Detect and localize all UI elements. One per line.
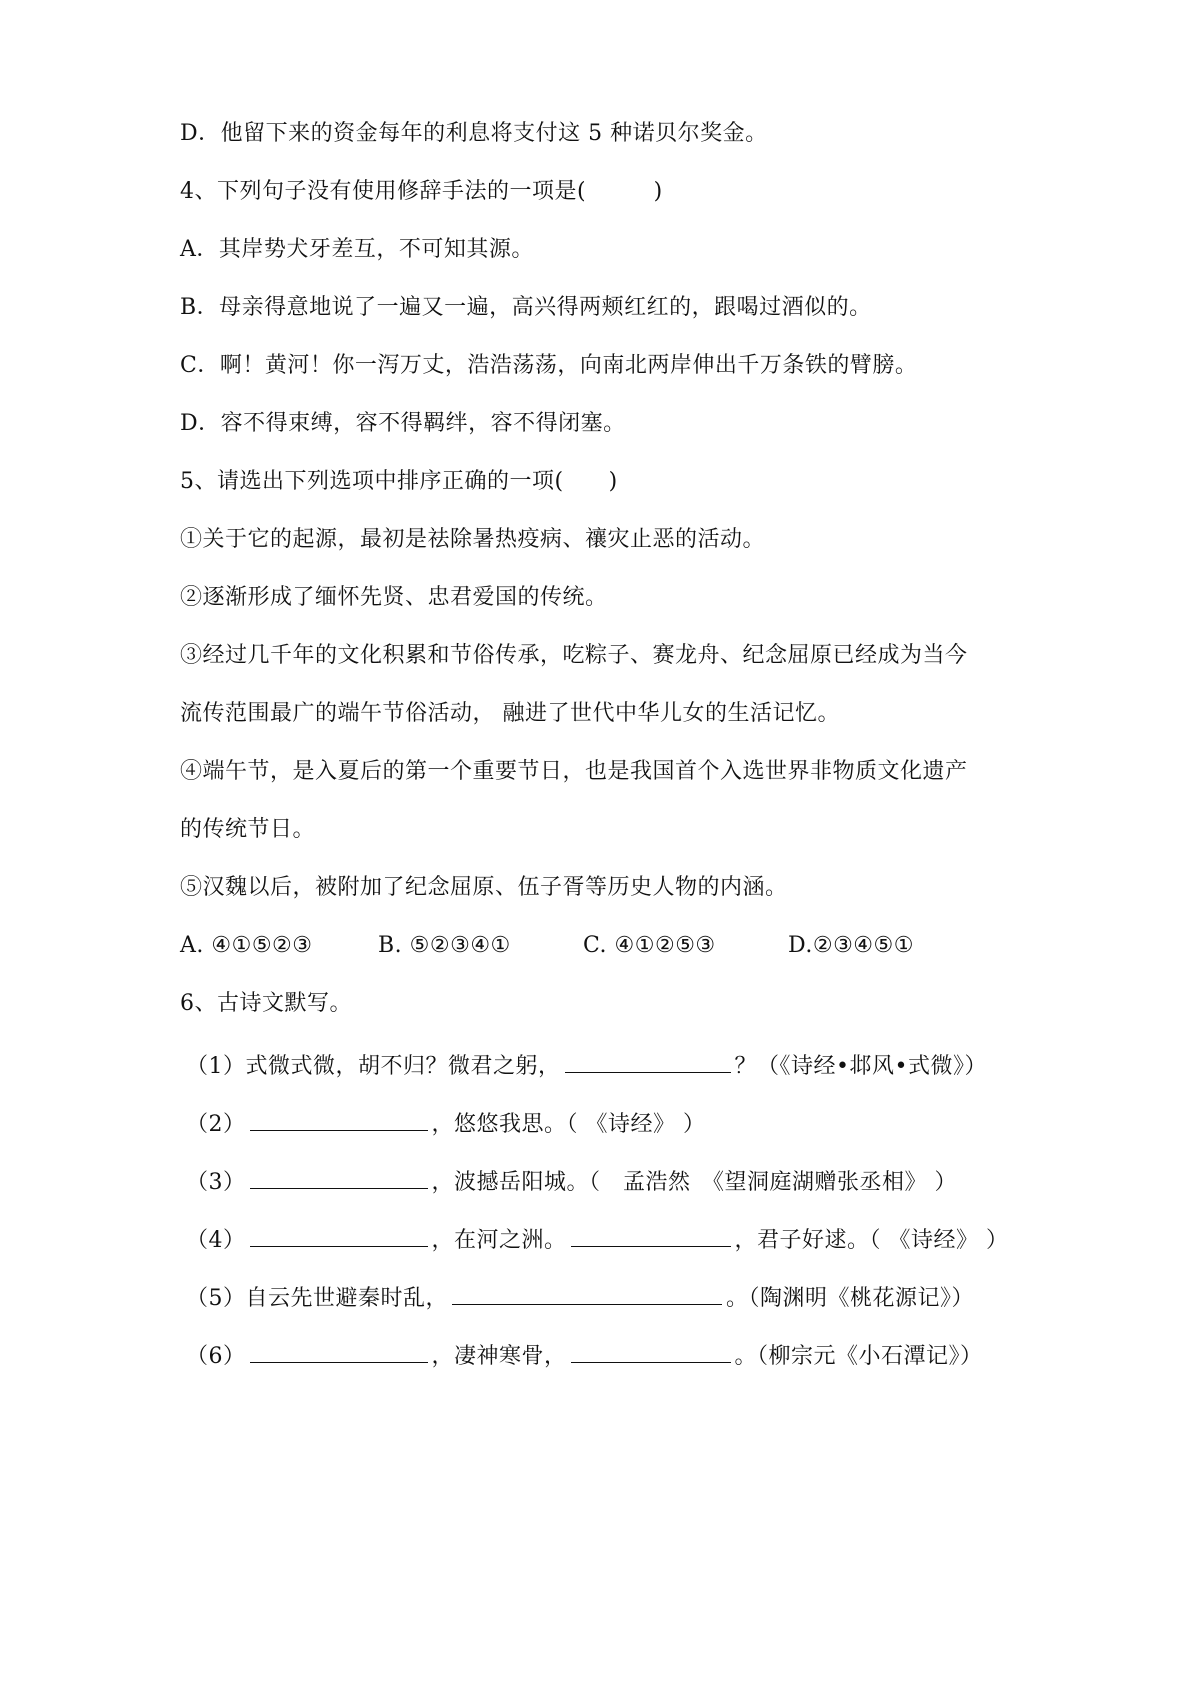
q5-choice-a: A. ④①⑤②③ (180, 933, 313, 958)
q4-option-c: C．啊！黄河！你一泻万丈，浩浩荡荡，向南北两岸伸出千万条铁的臂膀。 (180, 353, 918, 378)
q5-sentence-3-cont: 流传范围最广的端午节俗活动， 融进了世代中华儿女的生活记忆。 (180, 701, 840, 726)
q5-sentence-5: ⑤汉魏以后，被附加了纪念屈原、伍子胥等历史人物的内涵。 (180, 875, 788, 900)
q5-sentence-4: ④端午节，是入夏后的第一个重要节日，也是我国首个入选世界非物质文化遗产 (180, 759, 968, 784)
q6-item-1-before: （1）式微式微，胡不归？微君之躬， (186, 1054, 561, 1079)
answer-blank[interactable] (250, 1338, 428, 1363)
q6-item-2-before: （2） (186, 1112, 246, 1137)
q5-stem: 5、请选出下列选项中排序正确的一项( ) (180, 469, 618, 494)
q5-choice-d: D.②③④⑤① (788, 933, 914, 958)
q6-item-4 (186, 1222, 1009, 1257)
q6-item-6-before: （6） (186, 1344, 246, 1369)
q6-item-5-before: （5）自云先世避秦时乱， (186, 1286, 448, 1311)
q5-sentence-1: ①关于它的起源，最初是祛除暑热疫病、禳灾止恶的活动。 (180, 527, 766, 552)
answer-blank[interactable] (250, 1106, 428, 1131)
q6-item-3-before: （3） (186, 1170, 246, 1195)
q6-item-3 (186, 1164, 957, 1199)
q6-item-4-before: （4） (186, 1228, 246, 1253)
q6-item-1-after: ？（《诗经•邶风•式微》） (734, 1054, 987, 1079)
q6-item-6-mid: ，凄神寒骨， (431, 1344, 567, 1369)
answer-blank[interactable] (250, 1222, 428, 1247)
answer-blank[interactable] (571, 1338, 731, 1363)
q6-item-5 (186, 1280, 974, 1315)
answer-blank[interactable] (571, 1222, 731, 1247)
q6-item-2-after: ，悠悠我思。（ 《诗经》 ） (431, 1112, 706, 1137)
answer-blank[interactable] (250, 1164, 428, 1189)
q3-option-d: D．他留下来的资金每年的利息将支付这 5 种诺贝尔奖金。 (180, 121, 768, 146)
q6-item-6-after: 。（柳宗元《小石潭记》） (734, 1344, 983, 1369)
answer-blank[interactable] (565, 1048, 731, 1073)
q4-stem: 4、下列句子没有使用修辞手法的一项是( ) (180, 179, 663, 204)
q6-item-4-mid: ，在河之洲。 (431, 1228, 567, 1253)
q5-choice-c: C. ④①②⑤③ (583, 933, 716, 958)
q6-item-5-after: 。（陶渊明《桃花源记》） (726, 1286, 975, 1311)
q4-option-b: B．母亲得意地说了一遍又一遍，高兴得两颊红红的，跟喝过酒似的。 (180, 295, 872, 320)
q6-item-4-after: ，君子好逑。（ 《诗经》 ） (734, 1228, 1009, 1253)
q5-sentence-3: ③经过几千年的文化积累和节俗传承，吃粽子、赛龙舟、纪念屈原已经成为当今 (180, 643, 968, 668)
q6-item-2 (186, 1106, 706, 1141)
q6-item-1 (186, 1048, 987, 1083)
q6-stem: 6、古诗文默写。 (180, 991, 352, 1016)
q4-option-a: A．其岸势犬牙差互，不可知其源。 (180, 237, 534, 262)
q5-sentence-2: ②逐渐形成了缅怀先贤、忠君爱国的传统。 (180, 585, 608, 610)
q5-sentence-4-cont: 的传统节日。 (180, 817, 316, 842)
q6-item-3-after: ，波撼岳阳城。（ 孟浩然 《望洞庭湖赠张丞相》 ） (431, 1170, 957, 1195)
q6-item-6 (186, 1338, 983, 1373)
q4-option-d: D．容不得束缚，容不得羁绊，容不得闭塞。 (180, 411, 626, 436)
q5-choice-b: B. ⑤②③④① (378, 933, 511, 958)
answer-blank[interactable] (452, 1280, 722, 1305)
